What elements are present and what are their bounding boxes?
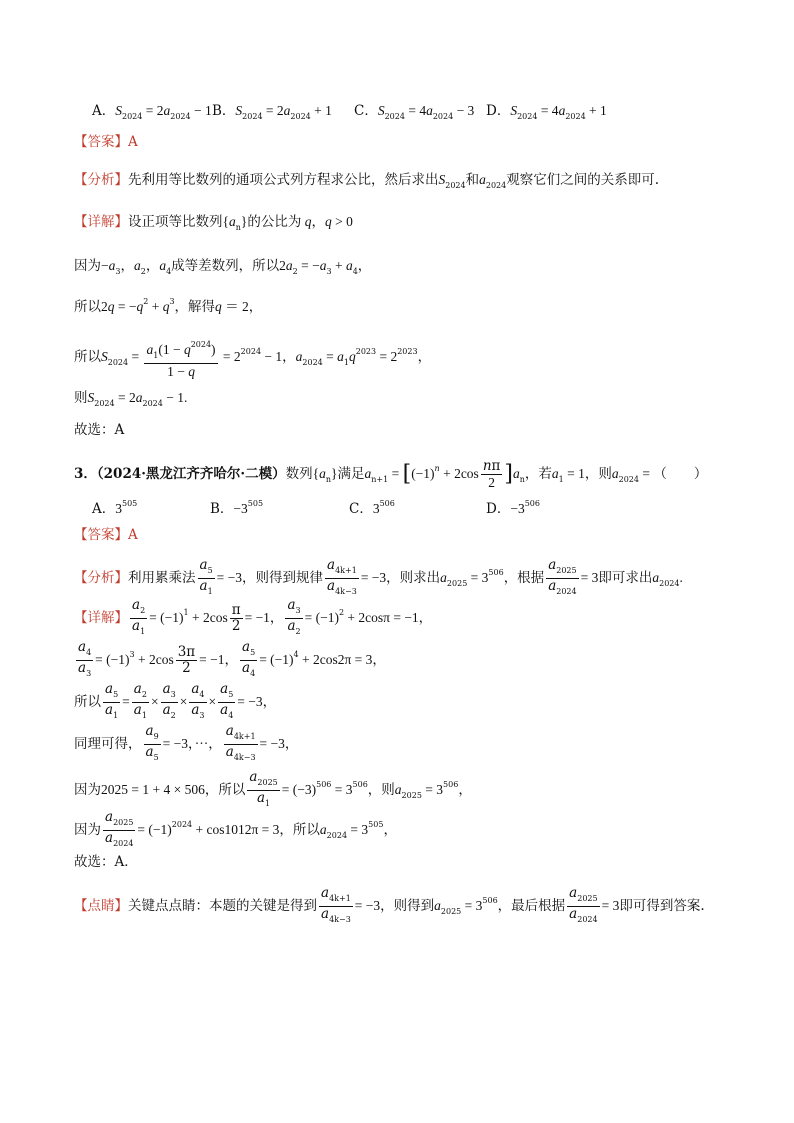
q2-option-c: C．$S_{2024} = 4a_{2024} - 3$ — [354, 103, 475, 121]
q3-detail-3: 所以 $\frac{a_5}{a_1}$ = $\frac{a_2}{a_1}$ × $\frac{a_3}{a_2}$ × $\frac{a_4}{a_3}$ × $\frac{a_5}{a_4}$ = −3， — [74, 681, 277, 720]
q3-choose: 故选：A． — [74, 854, 138, 870]
q3-option-b: B．$-3^{505}$ — [210, 499, 264, 517]
q3-detail-1: 【详解】 $\frac{a_2}{a_1}$ = $(-1)^1 + 2\cos$ $\frac{\pi}{2}$ = −1， $\frac{a_3}{a_2}$ = $(-1)^2 + 2\cos\pi = -1$， — [74, 597, 433, 636]
q3-option-a: A．$3^{505}$ — [92, 499, 138, 517]
q3-stem: 3．（2024·黑龙江齐齐哈尔·二模）数列$\{a_n\}$满足$a_{n+1} = [(-1)^n + 2\cos$ $\frac{n\pi}{2}$ ]$a_n$，若$a_1 = 1$，则$a_{2024}$ = （ ） — [74, 458, 708, 490]
q3-key-point: 【点睛】关键点点睛：本题的关键是得到 $\frac{a_{4k+1}}{a_{4k-3}}$ = −3，则得到$a_{2025} = 3^{506}$，最后根据 $\frac{a_{2025}}{a_{2024}}$ = 3即可得到答案. — [74, 885, 705, 924]
q2-analysis: 【分析】先利用等比数列的通项公式列方程求公比，然后求出$S_{2024}$和$a_{2024}$观察它们之间的关系即可. — [74, 172, 660, 190]
q2-detail-3: 所以$2q = -q^2 + q^3$，解得q ＝ 2， — [74, 297, 263, 315]
q3-option-c: C．$3^{506}$ — [349, 499, 395, 517]
q3-detail-6: 因为 $\frac{a_{2025}}{a_{2024}}$ = $(-1)^{2024} + \cos 1012\pi = 3$，所以$a_{2024} = 3^{505}$， — [74, 809, 397, 848]
q3-detail-5: 因为2025 = 1 + 4 × 506，所以 $\frac{a_{2025}}{a_1}$ = $(-3)^{506} = 3^{506}$，则$a_{2025} = 3^{506}$， — [74, 769, 472, 808]
q2-detail-1: 【详解】设正项等比数列$\{a_n\}$的公比为 q，q > 0 — [74, 214, 353, 232]
q2-detail-2: 因为$-a_3$，$a_2$，$a_4$成等差数列，所以$2a_2 = -a_3 + a_4$， — [74, 258, 372, 276]
q3-detail-2: $\frac{a_4}{a_3}$ = $(-1)^3 + 2\cos$ $\frac{3\pi}{2}$ = −1， $\frac{a_5}{a_4}$ = $(-1)^4 + 2\cos 2\pi = 3$， — [78, 639, 386, 678]
q2-option-b: B．$S_{2024} = 2a_{2024} + 1$ — [212, 103, 332, 121]
q3-analysis: 【分析】利用累乘法 $\frac{a_5}{a_1}$ = −3，则得到规律 $\frac{a_{4k+1}}{a_{4k-3}}$ = −3，则求出$a_{2025} = 3^{506}$，根据 $\frac{a_{2025}}{a_{2024}}$ = 3即可求出$a_{2024}$. — [74, 557, 683, 596]
q2-detail-5: 则$S_{2024} = 2a_{2024} - 1$. — [74, 390, 188, 408]
q2-option-d: D．$S_{2024} = 4a_{2024} + 1$ — [486, 103, 607, 121]
q2-choose: 故选：A — [74, 422, 125, 438]
q2-detail-4: 所以$S_{2024}$ = $\frac{a_1(1 - q^{2024})}{1 - q}$ = $2^{2024} - 1$，$a_{2024} = a_1q^{2023} = 2^{2023}$， — [74, 334, 431, 381]
q3-detail-4: 同理可得， $\frac{a_9}{a_5}$ = −3，···， $\frac{a_{4k+1}}{a_{4k-3}}$ = −3， — [74, 723, 299, 762]
q3-option-d: D．$-3^{506}$ — [486, 499, 540, 517]
q3-answer: 【答案】A — [74, 527, 138, 543]
q2-answer: 【答案】A — [74, 134, 138, 150]
q2-option-a: A．$S_{2024} = 2a_{2024} - 1$ — [92, 103, 212, 121]
